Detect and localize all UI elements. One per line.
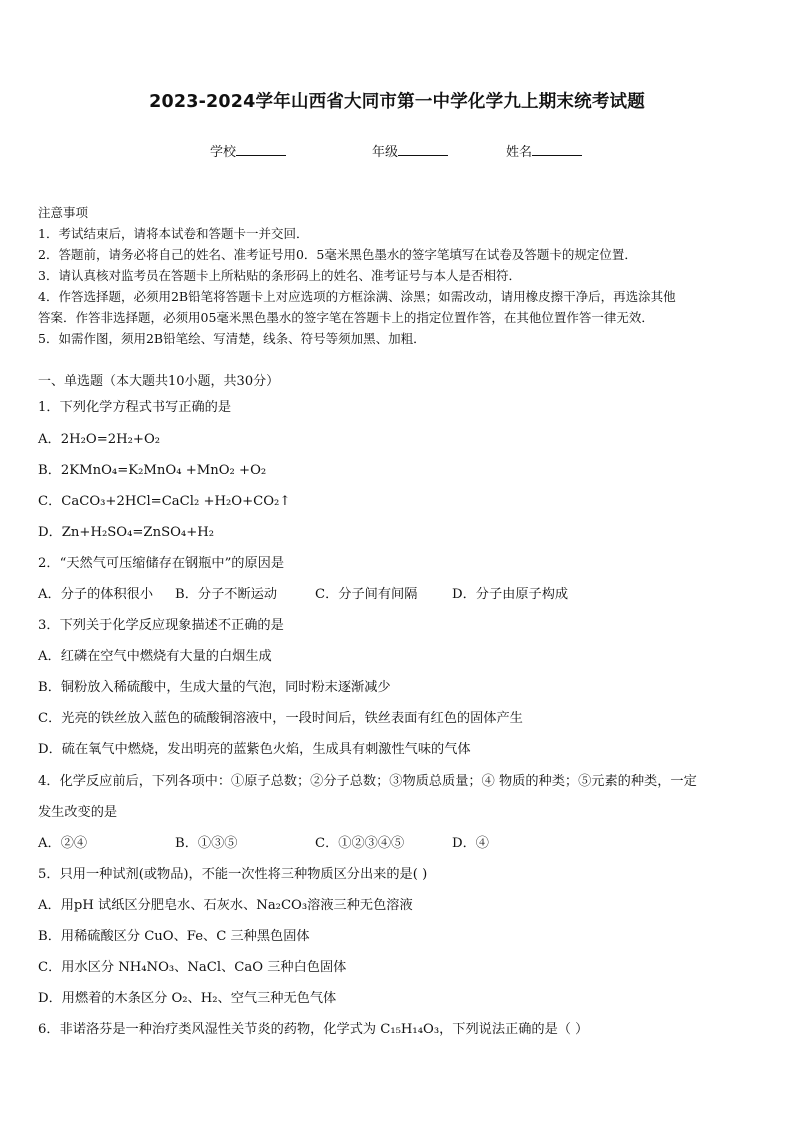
q2-option-c: C．分子间有间隔 (315, 587, 418, 602)
q4-option-c: C．①②③④⑤ (315, 836, 405, 851)
page-title: 2023-2024学年山西省大同市第一中学化学九上期末统考试题 (149, 92, 645, 112)
notice-item-5: 5．如需作图，须用2B铅笔绘、写清楚，线条、符号等须加黑、加粗． (38, 331, 426, 346)
q1-stem: 1．下列化学方程式书写正确的是 (38, 400, 232, 415)
q3-option-d: D．硫在氧气中燃烧，发出明亮的蓝紫色火焰，生成具有刺激性气味的气体 (38, 742, 471, 757)
q3-option-a: A．红磷在空气中燃烧有大量的白烟生成 (38, 649, 272, 664)
school-label: 学校 (210, 145, 237, 160)
q5-option-b: B．用稀硫酸区分 CuO、Fe、C 三种黑色固体 (38, 929, 310, 944)
q4-stem-cont: 发生改变的是 (38, 805, 118, 820)
q4-option-a: A．②④ (38, 836, 88, 851)
q5-option-d: D．用燃着的木条区分 O₂、H₂、空气三种无色气体 (38, 991, 337, 1006)
q2-option-d: D．分子由原子构成 (452, 587, 569, 602)
notice-item-1: 1．考试结束后，请将本试卷和答题卡一并交回． (38, 226, 309, 241)
name-blank[interactable] (532, 145, 582, 156)
q1-option-c: C．CaCO₃+2HCl=CaCl₂ +H₂O+CO₂↑ (38, 494, 291, 509)
q3-option-b: B．铜粉放入稀硫酸中，生成大量的气泡，同时粉末逐渐减少 (38, 680, 391, 695)
q2-option-b: B．分子不断运动 (175, 587, 278, 602)
school-blank[interactable] (236, 145, 286, 156)
notice-item-4: 4．作答选择题，必须用2B铅笔将答题卡上对应选项的方框涂满、涂黑；如需改动，请用橡皮擦干净后，再选涂其他 (38, 289, 676, 304)
notice-item-2: 2．答题前，请务必将自己的姓名、准考证号用0．5毫米黑色墨水的签字笔填写在试卷及答题卡的规定位置． (38, 247, 637, 262)
name-field (506, 141, 582, 160)
grade-blank[interactable] (398, 145, 448, 156)
q4-option-d: D．④ (452, 836, 489, 851)
q5-option-a: A．用pH 试纸区分肥皂水、石灰水、Na₂CO₃溶液三种无色溶液 (38, 898, 413, 913)
notice-heading: 注意事项 (38, 205, 89, 220)
grade-label: 年级 (372, 145, 399, 160)
q1-option-d: D．Zn+H₂SO₄=ZnSO₄+H₂ (38, 525, 215, 540)
q1-option-a: A．2H₂O=2H₂+O₂ (38, 432, 161, 447)
q4-option-b: B．①③⑤ (175, 836, 238, 851)
section-heading: 一、单选题（本大题共10小题，共30分） (38, 374, 280, 389)
notice-item-3: 3．请认真核对监考员在答题卡上所粘贴的条形码上的姓名、准考证号与本人是否相符． (38, 268, 521, 283)
q2-stem: 2．“天然气可压缩储存在钢瓶中”的原因是 (38, 556, 285, 571)
q4-stem: 4．化学反应前后，下列各项中：①原子总数；②分子总数；③物质总质量；④ 物质的种类；⑤元素的种类，一定 (38, 774, 697, 789)
q1-option-b: B．2KMnO₄=K₂MnO₄ +MnO₂ +O₂ (38, 463, 267, 478)
q5-stem: 5．只用一种试剂(或物品)，不能一次性将三种物质区分出来的是( ) (38, 867, 428, 882)
school-field (210, 141, 286, 160)
name-label: 姓名 (506, 145, 533, 160)
q6-stem: 6．非诺洛芬是一种治疗类风湿性关节炎的药物，化学式为 C₁₅H₁₄O₃，下列说法正确的是（ ） (38, 1022, 589, 1037)
q5-option-c: C．用水区分 NH₄NO₃、NaCl、CaO 三种白色固体 (38, 960, 347, 975)
q3-stem: 3．下列关于化学反应现象描述不正确的是 (38, 618, 284, 633)
q2-option-a: A．分子的体积很小 (38, 587, 154, 602)
grade-field (372, 141, 448, 160)
notice-item-4-cont: 答案．作答非选择题，必须用05毫米黑色墨水的签字笔在答题卡上的指定位置作答，在其他位置作答一律无效． (38, 310, 654, 325)
q3-option-c: C．光亮的铁丝放入蓝色的硫酸铜溶液中，一段时间后，铁丝表面有红色的固体产生 (38, 711, 523, 726)
